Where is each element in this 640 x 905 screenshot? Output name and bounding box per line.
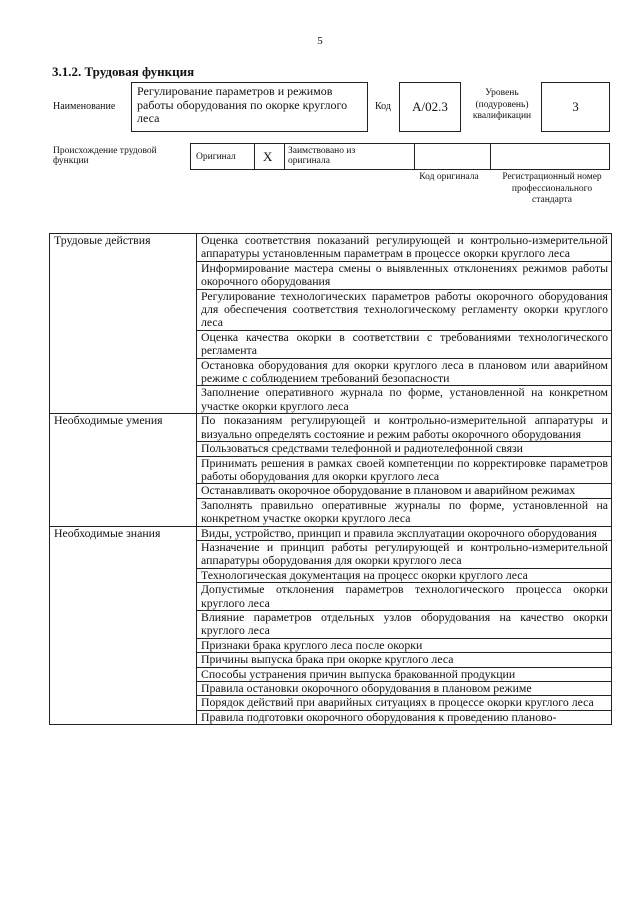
code-value-box: A/02.3 (399, 82, 461, 132)
code-original-label: Код оригинала (419, 172, 479, 182)
requirement-cell: Оценка соответствия показаний регулирующей и контрольно-измерительной аппаратуры установленным параметрам в процессе окорки круглого леса (197, 234, 612, 262)
reg-number-label: Регистрационный номер профессионального стандарта (502, 172, 602, 205)
requirement-cell: Правила остановки окорочного оборудования в плановом режиме (197, 682, 612, 696)
original-mark: X (263, 149, 273, 164)
code-label: Код (375, 101, 391, 112)
requirement-cell: Правила подготовки окорочного оборудования к проведению планово- (197, 710, 612, 724)
requirement-cell: Влияние параметров отдельных узлов оборудования на качество окорки круглого леса (197, 610, 612, 638)
category-cell: Необходимые умения (50, 414, 197, 526)
level-label: Уровень (подуровень) квалификации (472, 88, 532, 121)
origin-row (190, 143, 610, 170)
original-cell (191, 144, 255, 169)
requirement-cell: Признаки брака круглого леса после окорки (197, 638, 612, 652)
borrowed-label: Заимствовано из оригинала (288, 146, 356, 166)
function-name-box: Регулирование параметров и режимов работы оборудования по окорке круглого леса (131, 82, 368, 132)
requirement-cell: Назначение и принцип работы регулирующей и контрольно-измерительной аппаратуры оборудования для окорки круглого леса (197, 540, 612, 568)
requirement-cell: Останавливать окорочное оборудование в плановом и аварийном режимах (197, 484, 612, 498)
reg-number-cell (491, 144, 609, 169)
section-title: 3.1.2. Трудовая функция (52, 64, 195, 79)
requirement-cell: Оценка качества окорки в соответствии с требованиями технологического регламента (197, 330, 612, 358)
table-row (50, 526, 612, 540)
borrowed-cell (285, 144, 415, 169)
requirement-cell: Причины выпуска брака при окорке круглого леса (197, 653, 612, 667)
requirement-cell: Технологическая документация на процесс окорки круглого леса (197, 568, 612, 582)
requirement-cell: Способы устранения причин выпуска бракованной продукции (197, 667, 612, 681)
requirement-cell: Заполнять правильно оперативные журналы по форме, установленной на конкретном участке окорки круглого леса (197, 498, 612, 526)
function-table (49, 233, 612, 725)
requirement-cell: Допустимые отклонения параметров технологического процесса окорки круглого леса (197, 583, 612, 611)
original-label: Оригинал (196, 152, 236, 162)
requirement-cell: Остановка оборудования для окорки круглого леса в плановом или аварийном режиме с соблюдением требований безопасности (197, 358, 612, 386)
code-original-cell (415, 144, 491, 169)
level-value-box: 3 (541, 82, 610, 132)
table-row (50, 414, 612, 442)
origin-label: Происхождение трудовой функции (53, 146, 157, 166)
requirement-cell: Виды, устройство, принцип и правила эксплуатации окорочного оборудования (197, 526, 612, 540)
name-label: Наименование (53, 101, 116, 112)
original-mark-cell (255, 144, 285, 169)
requirement-cell: Информирование мастера смены о выявленных отклонениях режимов работы окорочного оборудования (197, 261, 612, 289)
requirement-cell: Принимать решения в рамках своей компетенции по корректировке параметров работы оборудования для окорки круглого леса (197, 456, 612, 484)
requirement-cell: Порядок действий при аварийных ситуациях в процессе окорки круглого леса (197, 696, 612, 710)
category-cell: Трудовые действия (50, 234, 197, 414)
requirement-cell: Регулирование технологических параметров работы окорочного оборудования для обеспечения соответствия технологическому регламенту окорки круглого леса (197, 289, 612, 330)
table-row (50, 234, 612, 262)
requirement-cell: Пользоваться средствами телефонной и радиотелефонной связи (197, 442, 612, 456)
page-number: 5 (317, 35, 323, 47)
requirement-cell: Заполнение оперативного журнала по форме, установленной на конкретном участке окорки круглого леса (197, 386, 612, 414)
category-cell: Необходимые знания (50, 526, 197, 725)
requirement-cell: По показаниям регулирующей и контрольно-измерительной аппаратуры и визуально определять состояние и режим работы окорочного оборудования (197, 414, 612, 442)
